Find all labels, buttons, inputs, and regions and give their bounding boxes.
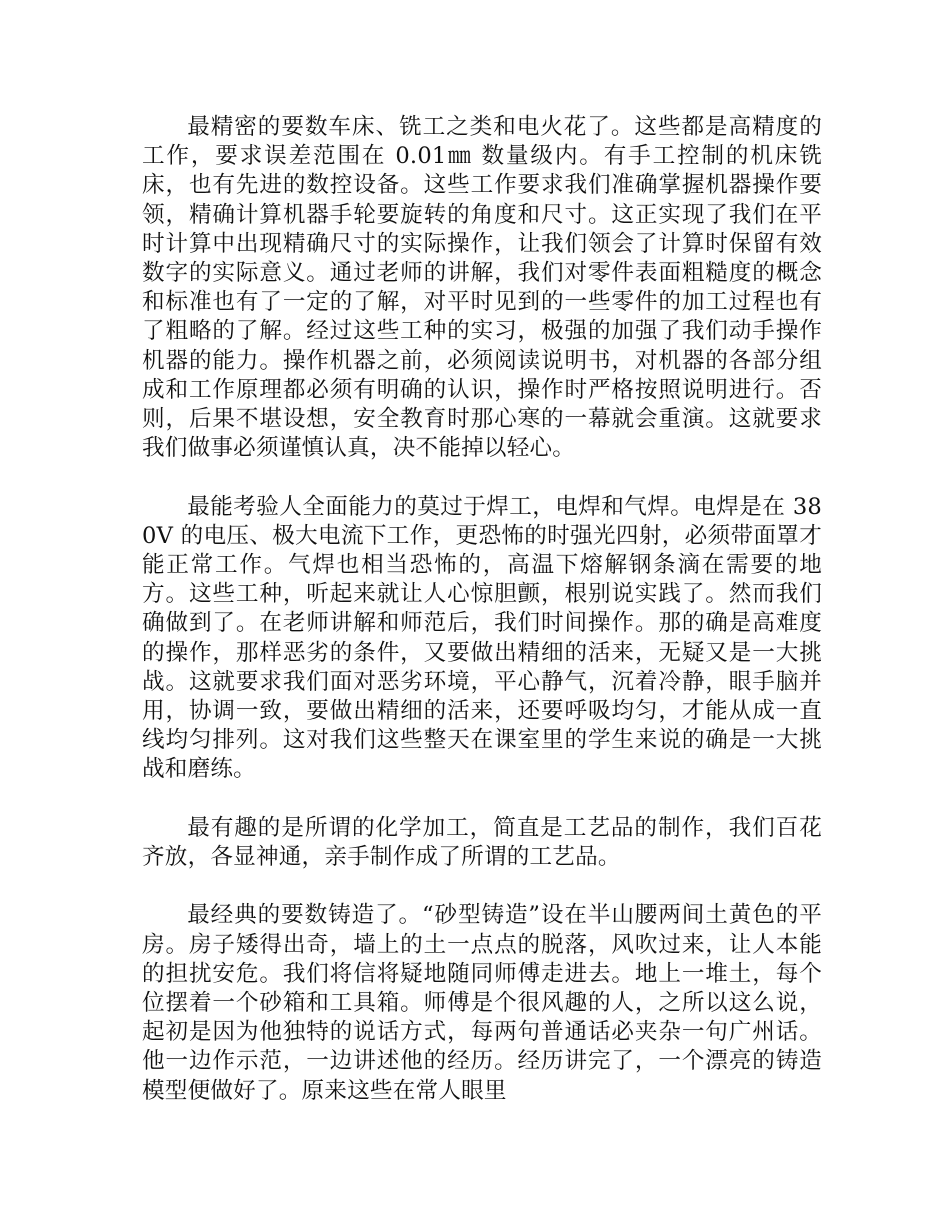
paragraph-welding: 最能考验人全面能力的莫过于焊工，电焊和气焊。电焊是在 380V 的电压、极大电流下工作，更恐怖的时强光四射，必须带面罩才能正常工作。气焊也相当恐怖的，高温下熔解钢条滴在需要的地方。这些工种，听起来就让人心惊胆颤，根别说实践了。然而我们确做到了。在老师讲解和师范后，我们时间操作。那的确是高难度的操作，那样恶劣的条件，又要做出精细的活来，无疑又是一大挑战。这就要求我们面对恶劣环境，平心静气，沉着冷静，眼手脑并用，协调一致，要做出精细的活来，还要呼吸均匀，才能从成一直线均匀排列。这对我们这些整天在课室里的学生来说的确是一大挑战和磨练。: [142, 493, 822, 783]
paragraph-chemical-processing: 最有趣的是所谓的化学加工，简直是工艺品的制作，我们百花齐放，各显神通，亲手制作成了所谓的工艺品。: [142, 814, 822, 871]
document-page: [142, 113, 822, 1106]
paragraph-machining: 最精密的要数车床、铣工之类和电火花了。这些都是高精度的工作，要求误差范围在 0.01㎜ 数量级内。有手工控制的机床铣床，也有先进的数控设备。这些工作要求我们准确掌握机器操作要领，精确计算机器手轮要旋转的角度和尺寸。这正实现了我们在平时计算中出现精确尺寸的实际操作，让我们领会了计算时保留有效数字的实际意义。通过老师的讲解，我们对零件表面粗糙度的概念和标准也有了一定的了解，对平时见到的一些零件的加工过程也有了粗略的了解。经过这些工种的实习，极强的加强了我们动手操作机器的能力。操作机器之前，必须阅读说明书，对机器的各部分组成和工作原理都必须有明确的认识，操作时严格按照说明进行。否则，后果不堪设想，安全教育时那心寒的一幕就会重演。这就要求我们做事必须谨慎认真，决不能掉以轻心。: [142, 114, 822, 462]
paragraph-casting: 最经典的要数铸造了。“砂型铸造”设在半山腰两间土黄色的平房。房子矮得出奇，墙上的土一点点的脱落，风吹过来，让人本能的担扰安危。我们将信将疑地随同师傅走进去。地上一堆土，每个位摆着一个砂箱和工具箱。师傅是个很风趣的人，之所以这么说，起初是因为他独特的说话方式，每两句普通话必夹杂一句广州话。他一边作示范，一边讲述他的经历。经历讲完了，一个漂亮的铸造模型便做好了。原来这些在常人眼里: [142, 902, 822, 1104]
